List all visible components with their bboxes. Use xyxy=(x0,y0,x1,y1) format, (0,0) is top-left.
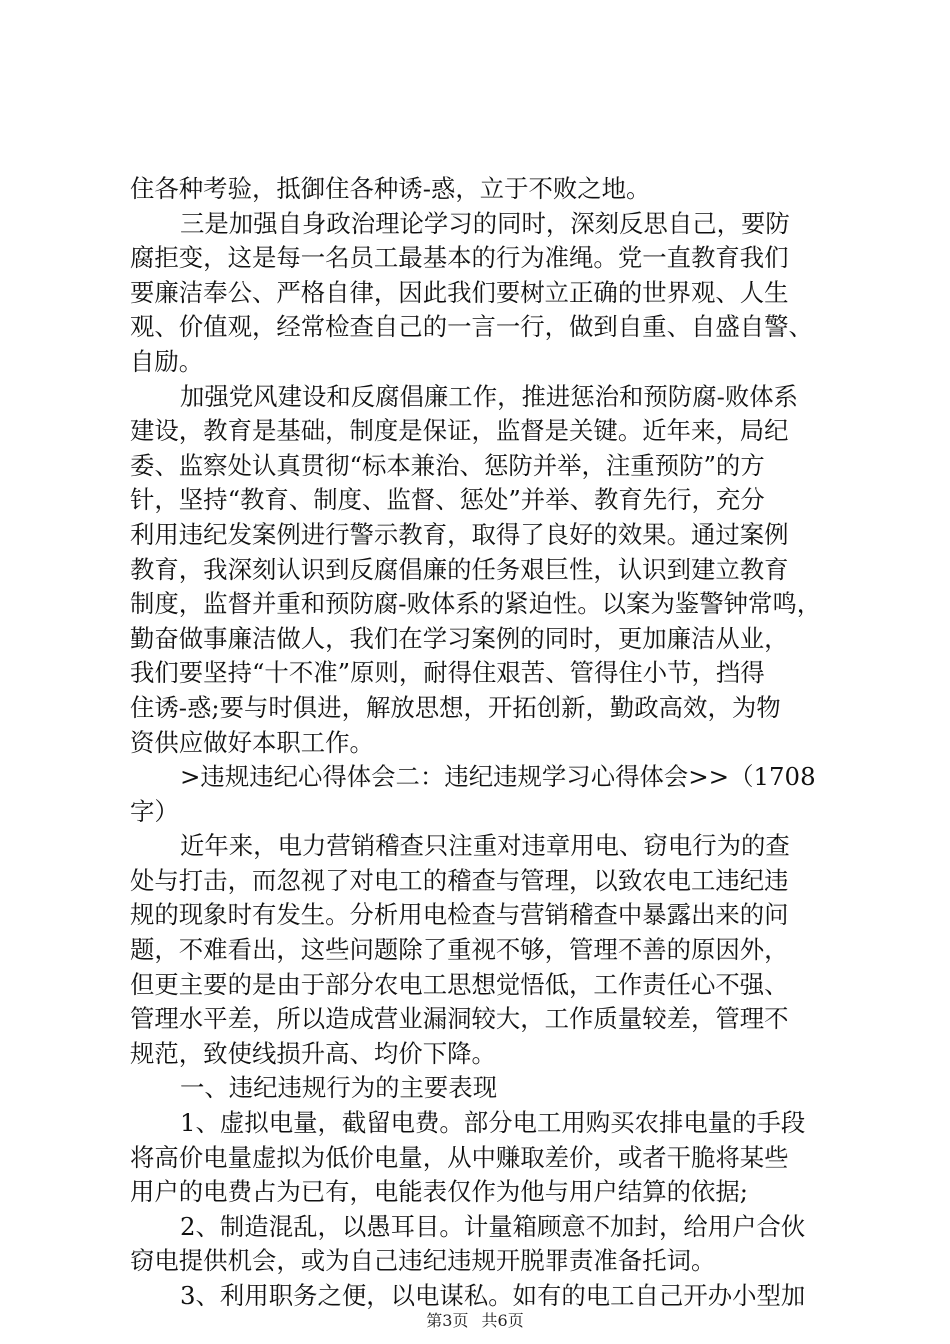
page-number: 第3页 xyxy=(426,1311,469,1330)
text-line: 教育，我深刻认识到反腐倡廉的任务艰巨性，认识到建立教育 xyxy=(130,554,789,584)
document-body xyxy=(130,172,830,1314)
text-line: 3、利用职务之便，以电谋私。如有的电工自己开办小型加 xyxy=(180,1281,806,1310)
text-line: 自励。 xyxy=(130,346,204,376)
text-line: 建设，教育是基础，制度是保证，监督是关键。近年来，局纪 xyxy=(130,416,789,446)
text-line: 1、虚拟电量，截留电费。部分电工用购买农排电量的手段 xyxy=(180,1108,806,1138)
text-line: 用户的电费占为已有，电能表仅作为他与用户结算的依据; xyxy=(130,1177,748,1207)
page-total: 共6页 xyxy=(481,1311,524,1330)
text-line: 制度，监督并重和预防腐-败体系的紧迫性。以案为鉴警钟常鸣， xyxy=(130,589,822,619)
text-line: 要廉洁奉公、严格自律，因此我们要树立正确的世界观、人生 xyxy=(130,277,789,307)
text-line: 勤奋做事廉洁做人，我们在学习案例的同时，更加廉洁从业， xyxy=(130,623,789,653)
text-line: 住各种考验，抵御住各种诱-惑，立于不败之地。 xyxy=(130,174,651,203)
text-line: >违规违纪心得体会二：违纪违规学习心得体会>>（1708 xyxy=(180,762,816,792)
text-line: 针，坚持“教育、制度、监督、惩处”并举、教育先行，充分 xyxy=(130,485,765,515)
text-line: 题，不难看出，这些问题除了重视不够，管理不善的原因外， xyxy=(130,935,789,965)
text-line: 三是加强自身政治理论学习的同时，深刻反思自己，要防 xyxy=(180,208,790,238)
text-line: 腐拒变，这是每一名员工最基本的行为准绳。党一直教育我们 xyxy=(130,243,789,273)
text-line: 字） xyxy=(130,796,179,826)
text-line: 资供应做好本职工作。 xyxy=(130,727,374,757)
text-line: 2、制造混乱，以愚耳目。计量箱顾意不加封，给用户合伙 xyxy=(180,1211,806,1241)
text-line: 将高价电量虚拟为低价电量，从中赚取差价，或者干脆将某些 xyxy=(130,1142,789,1172)
text-line: 规的现象时有发生。分析用电检查与营销稽查中暴露出来的问 xyxy=(130,900,789,930)
text-line: 一、违纪违规行为的主要表现 xyxy=(180,1073,498,1103)
text-line: 窃电提供机会，或为自己违纪违规开脱罪责准备托词。 xyxy=(130,1246,716,1276)
text-line: 管理水平差，所以造成营业漏洞较大，工作质量较差，管理不 xyxy=(130,1004,789,1034)
text-line: 近年来，电力营销稽查只注重对违章用电、窃电行为的查 xyxy=(180,831,790,861)
text-line: 委、监察处认真贯彻“标本兼治、惩防并举，注重预防”的方 xyxy=(130,450,765,480)
text-line: 加强党风建设和反腐倡廉工作，推进惩治和预防腐-败体系 xyxy=(180,381,799,411)
text-line: 我们要坚持“十不准”原则，耐得住艰苦、管得住小节，挡得 xyxy=(130,658,765,688)
page-footer xyxy=(0,1308,950,1331)
text-line: 观、价值观，经常检查自己的一言一行，做到自重、自盛自警、 xyxy=(130,312,813,342)
text-line: 但更主要的是由于部分农电工思想觉悟低，工作责任心不强、 xyxy=(130,969,789,999)
text-line: 住诱-惑;要与时俱进，解放思想，开拓创新，勤政高效，为物 xyxy=(130,692,781,722)
text-line: 利用违纪发案例进行警示教育，取得了良好的效果。通过案例 xyxy=(130,519,789,549)
text-line: 处与打击，而忽视了对电工的稽查与管理，以致农电工违纪违 xyxy=(130,865,789,895)
text-line: 规范，致使线损升高、均价下降。 xyxy=(130,1038,496,1068)
